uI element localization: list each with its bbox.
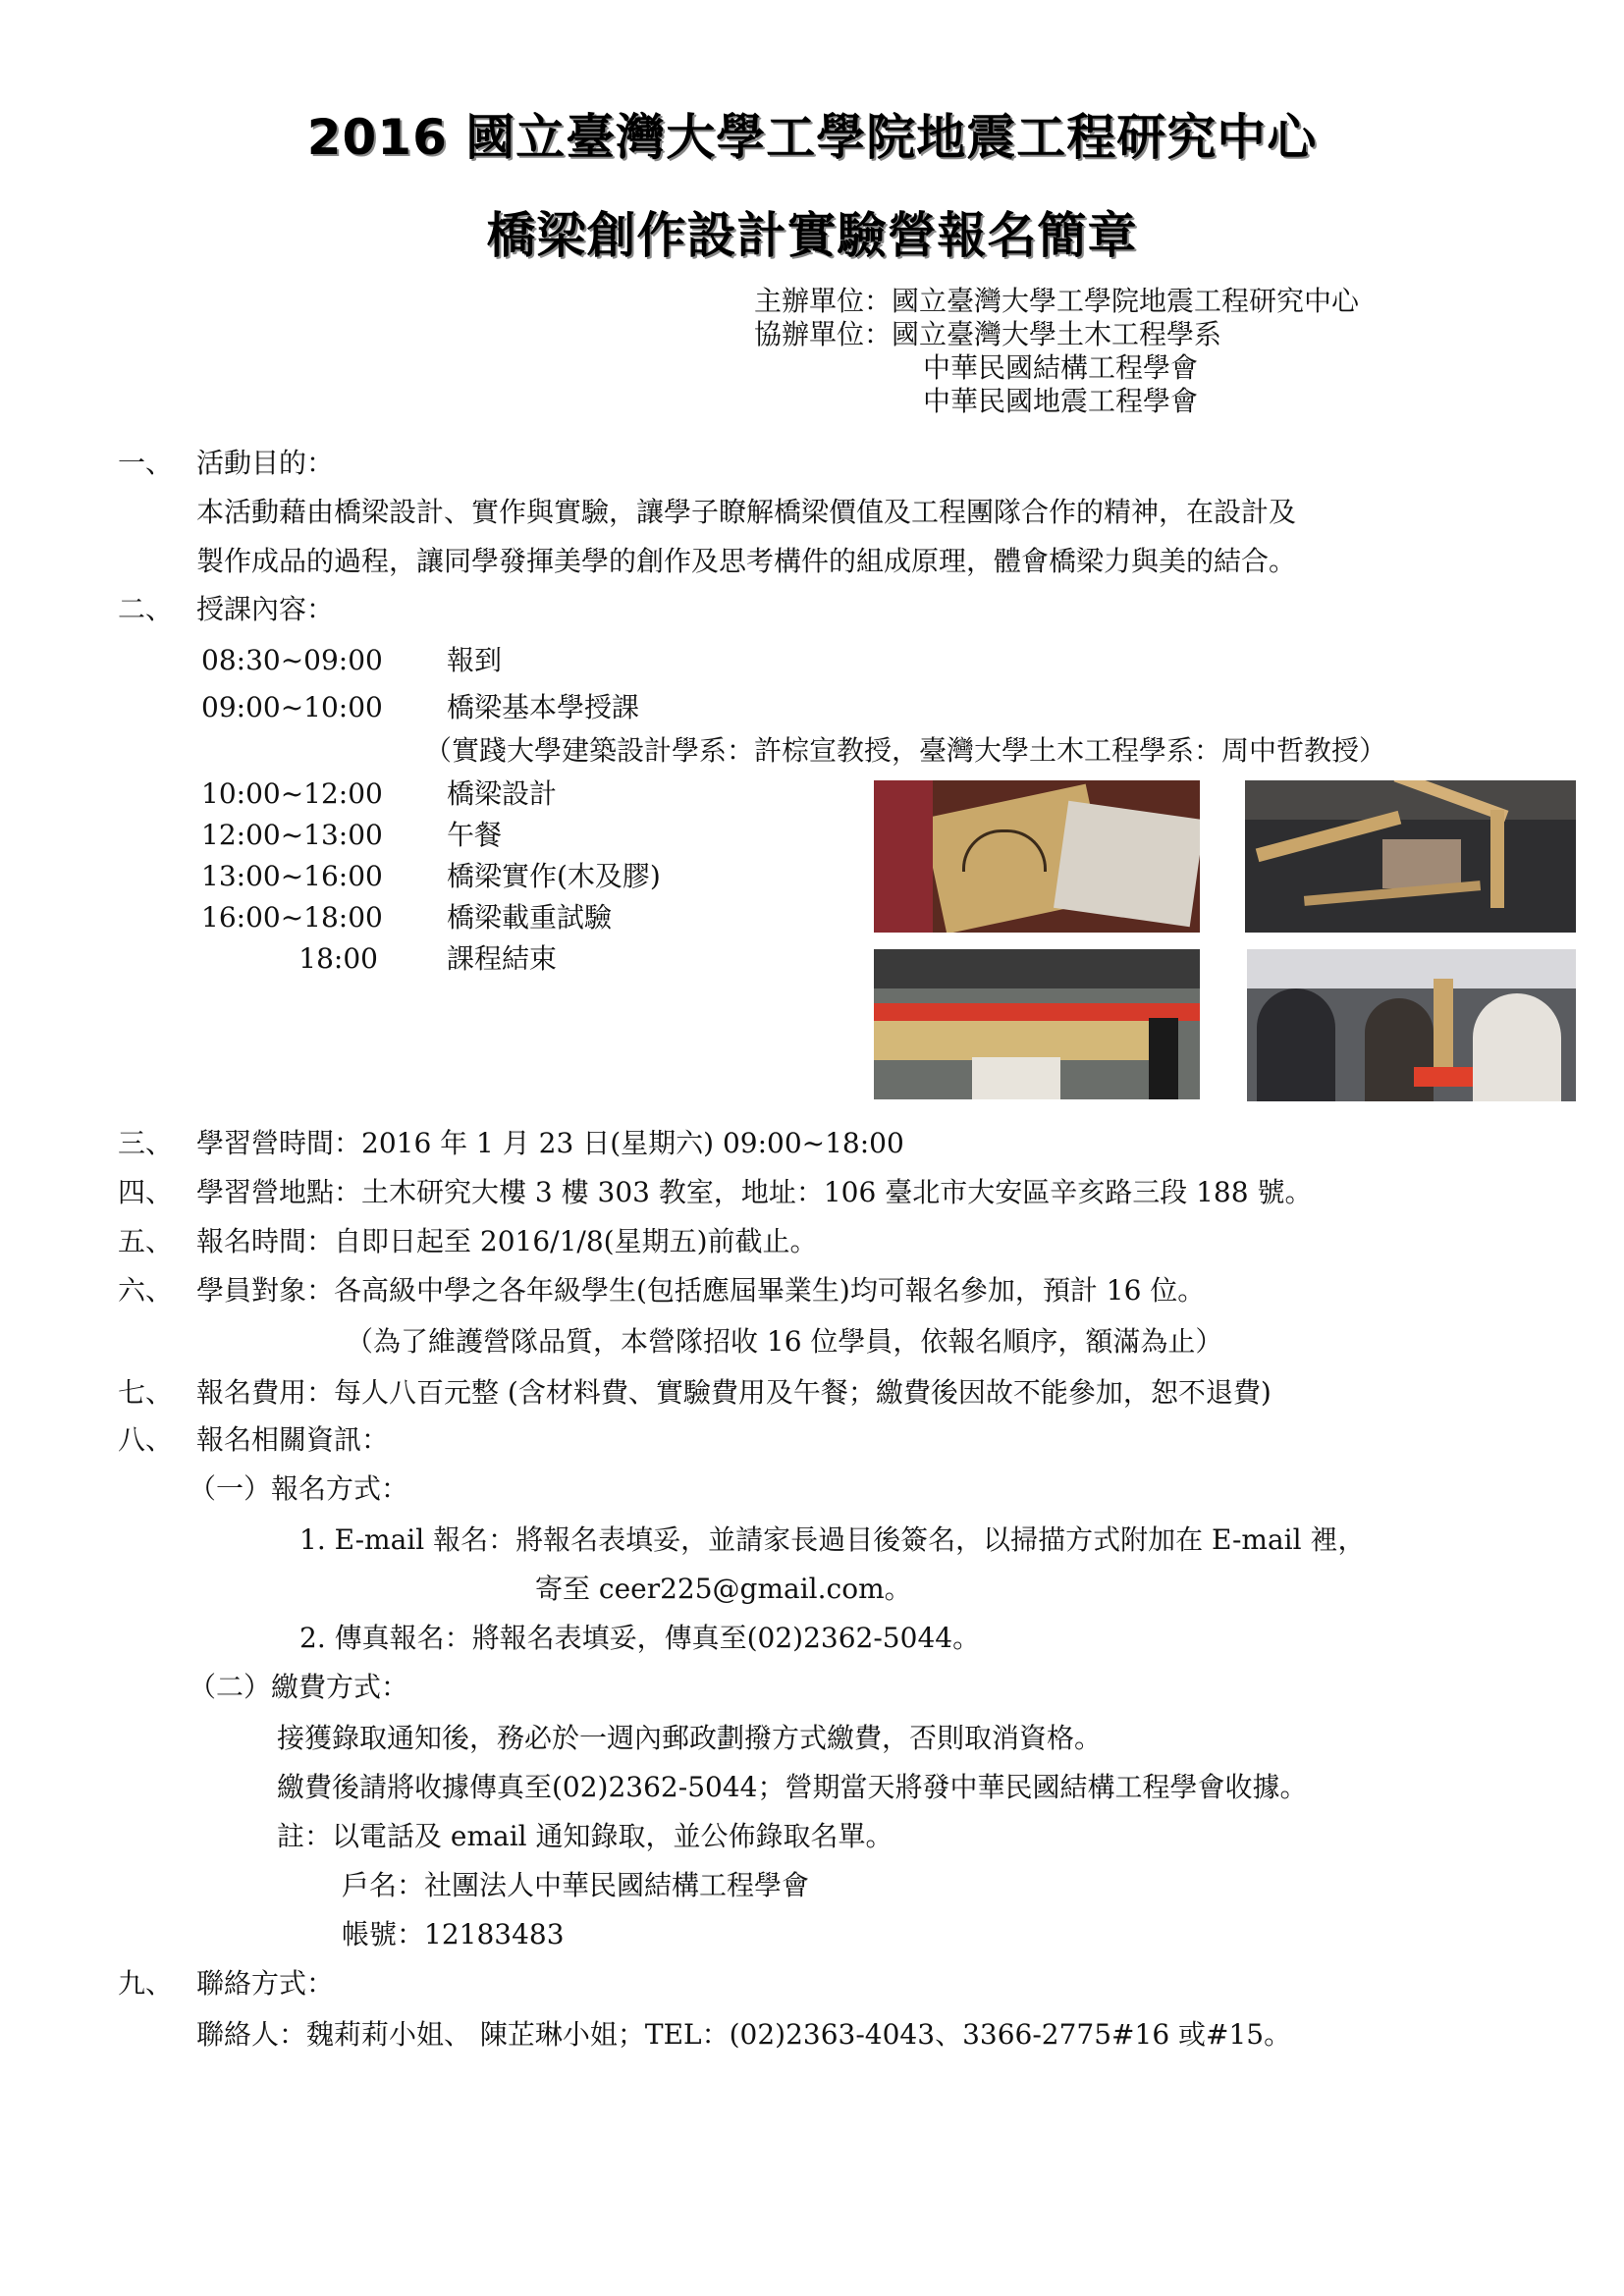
schedule-row: 09:00~10:00 橋梁基本學授課 [201, 691, 640, 723]
section-7: 七、 報名費用：每人八百元整 (含材料費、實驗費用及午餐；繳費後因故不能參加，恕不退費) [118, 1376, 1272, 1409]
fax-registration: 2. 傳真報名：將報名表填妥，傳真至(02)2362-5044。 [299, 1622, 981, 1654]
account-number: 帳號：12183483 [342, 1918, 565, 1950]
email-registration: 1. E-mail 報名：將報名表填妥，並請家長過目後簽名，以掃描方式附加在 E-mail 裡， [299, 1523, 1366, 1556]
schedule-row: 16:00~18:00 橋梁載重試驗 [201, 901, 613, 934]
payment-method-heading: （二）繳費方式： [189, 1671, 409, 1703]
photo-bridge-models [1245, 780, 1576, 933]
title-line-1: 2016 國立臺灣大學工學院地震工程研究中心 [306, 109, 1318, 166]
schedule-row: 13:00~16:00 橋梁實作(木及膠) [201, 860, 661, 892]
schedule-row: 08:30~09:00 報到 [201, 644, 503, 676]
host-label: 主辦單位： [754, 285, 893, 317]
payment-note: 註：以電話及 email 通知錄取，並公佈錄取名單。 [277, 1820, 893, 1852]
photo-students [1247, 949, 1576, 1101]
schedule-row: 12:00~13:00 午餐 [201, 819, 503, 851]
host-name: 國立臺灣大學工學院地震工程研究中心 [892, 285, 1360, 317]
co-organizer-2: 中華民國結構工程學會 [923, 351, 1199, 384]
co-label: 協辦單位： [754, 318, 893, 350]
section-5: 五、 報名時間：自即日起至 2016/1/8(星期五)前截止。 [118, 1225, 818, 1257]
payment-line-1: 接獲錄取通知後，務必於一週內郵政劃撥方式繳費，否則取消資格。 [277, 1722, 1103, 1754]
section-9-heading: 九、 聯絡方式： [118, 1967, 335, 2000]
lecturers-note: （實踐大學建築設計學系：許棕宣教授，臺灣大學土木工程學系：周中哲教授） [424, 734, 1387, 767]
registration-method-heading: （一）報名方式： [189, 1472, 409, 1505]
section-1-line-2: 製作成品的過程，讓同學發揮美學的創作及思考構件的組成原理，體會橋梁力與美的結合。 [196, 545, 1297, 577]
email-address: 寄至 ceer225@gmail.com。 [535, 1573, 912, 1605]
contact-line: 聯絡人：魏莉莉小姐、 陳芷琳小姐；TEL：(02)2363-4043、3366-2775#16 或#15。 [196, 2018, 1292, 2051]
schedule-row: 10:00~12:00 橋梁設計 [201, 777, 558, 810]
title-line-2: 橋梁創作設計實驗營報名簡章 [486, 207, 1138, 264]
payment-line-2: 繳費後請將收據傳真至(02)2362-5044；營期當天將發中華民國結構工程學會收據。 [277, 1771, 1308, 1803]
section-6-note: （為了維護營隊品質，本營隊招收 16 位學員，依報名順序，額滿為止） [346, 1325, 1223, 1358]
schedule-row: 18:00 課程結束 [298, 942, 558, 975]
section-1-heading: 一、 活動目的： [118, 447, 335, 479]
section-4: 四、 學習營地點：土木研究大樓 3 樓 303 教室，地址：106 臺北市大安區辛亥路三段 188 號。 [118, 1176, 1313, 1208]
photo-load-test [874, 949, 1200, 1099]
section-1-line-1: 本活動藉由橋梁設計、實作與實驗，讓學子瞭解橋梁價值及工程團隊合作的精神，在設計及 [196, 496, 1297, 528]
co-organizer-3: 中華民國地震工程學會 [923, 385, 1199, 417]
organizer-block [754, 285, 1359, 418]
photo-bridge-sketch [874, 780, 1200, 933]
section-3: 三、 學習營時間：2016 年 1 月 23 日(星期六) 09:00~18:00 [118, 1127, 904, 1159]
section-8-heading: 八、 報名相關資訊： [118, 1423, 390, 1456]
section-2-heading: 二、 授課內容： [118, 593, 335, 625]
co-organizer-1: 國立臺灣大學土木工程學系 [892, 318, 1222, 350]
section-6: 六、 學員對象：各高級中學之各年級學生(包括應屆畢業生)均可報名參加，預計 16 位。 [118, 1274, 1206, 1307]
account-name: 戶名：社團法人中華民國結構工程學會 [342, 1869, 810, 1901]
